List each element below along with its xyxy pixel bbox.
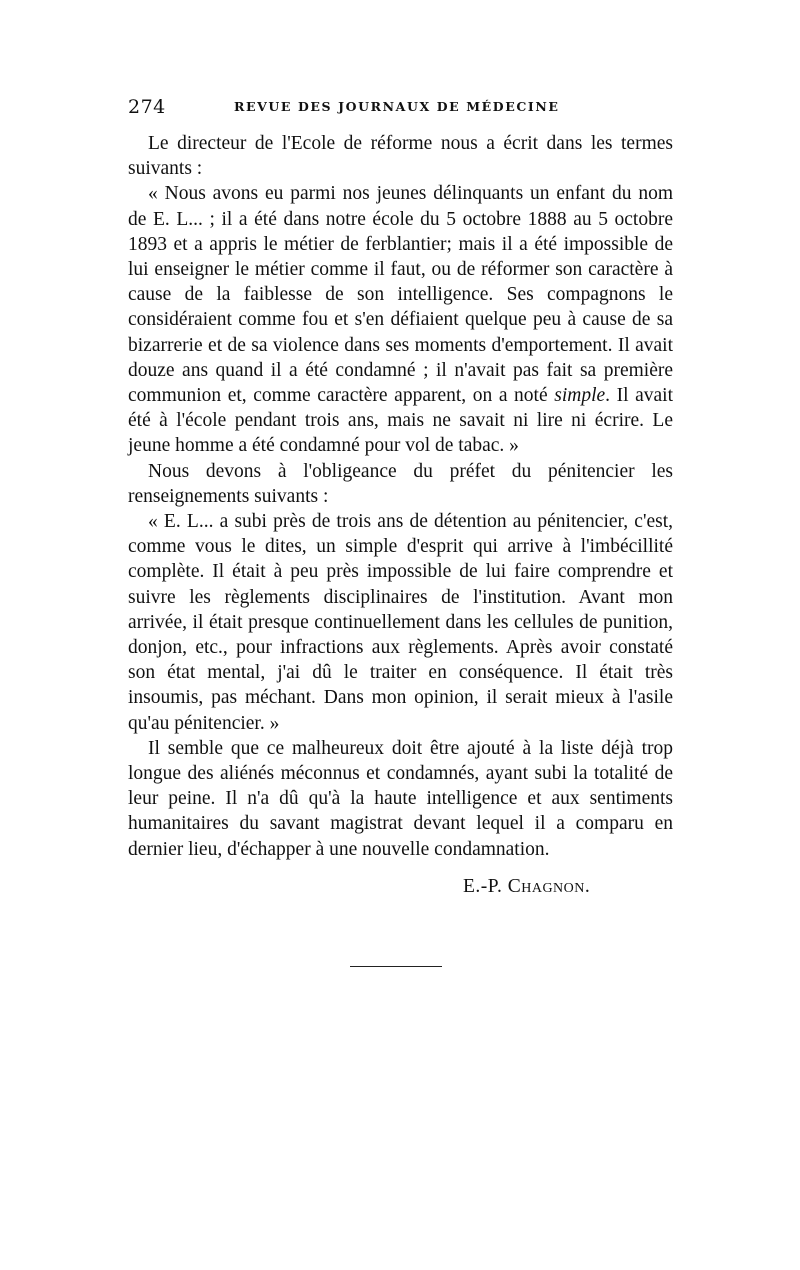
paragraph-3: Nous devons à l'obligeance du préfet du pénitencier les renseignements suivants : bbox=[128, 460, 673, 507]
article-body bbox=[128, 131, 673, 862]
paragraph-2-end: . Il avait été à l'école pendant trois ans, mais ne savait ni lire ni écrire. Le jeune homme a été condamné pour vol de tabac. » bbox=[128, 385, 674, 457]
italic-word: simple bbox=[554, 385, 606, 407]
paragraph-5: Il semble que ce malheureux doit être ajouté à la liste déjà trop longue des aliénés méconnus et condamnés, ayant subi la totalité de leur peine. Il n'a dû qu'à la haute intelligence et aux sentiments humanitaires du savant magistrat devant lequel il a comparu en dernier lieu, d'échapper à une nouvelle condamnation. bbox=[128, 737, 673, 860]
page-header bbox=[128, 96, 673, 122]
author-signature bbox=[463, 876, 590, 898]
signature-surname: Chagnon. bbox=[507, 876, 591, 897]
paragraph-4: « E. L... a subi près de trois ans de détention au pénitencier, c'est, comme vous le dites, un simple d'esprit qui arrive à l'imbécillité complète. Il était à peu près impossible de lui faire comprendre et suivre les règlements disciplinaires de l'institution. Avant mon arrivée, il était presque continuellement dans les cellules de punition, donjon, etc., pour infractions aux règlements. Après avoir constaté son état mental, j'ai dû le traiter en conséquence. Il était très insoumis, pas méchant. Dans mon opinion, il serait mieux à l'asile qu'au pénitencier. » bbox=[128, 511, 673, 734]
paragraph-2-text: « Nous avons eu parmi nos jeunes délinquants un enfant du nom de E. L... ; il a été dans notre école du 5 octobre 1888 au 5 octobre 1893 et a appris le métier de ferblantier; mais il a été impossible de lui enseigner le métier comme il faut, ou de réformer son caractère à cause de la faiblesse de son intelligence. Ses compagnons le considéraient comme fou et s'en défiaient quelque peu à cause de sa bizarrerie et de sa violence dans ses moments d'emportement. Il avait douze ans quand il a été condamné ; il n'avait pas fait sa première communion et, comme caractère apparent, on a noté bbox=[128, 183, 673, 407]
signature-initials: E.-P. bbox=[463, 876, 503, 897]
paragraph-1: Le directeur de l'Ecole de réforme nous a écrit dans les termes suivants : bbox=[128, 133, 673, 180]
section-divider bbox=[350, 966, 442, 967]
paragraph-2 bbox=[128, 181, 673, 458]
running-head: REVUE DES JOURNAUX DE MÉDECINE bbox=[234, 99, 560, 114]
page-number: 274 bbox=[128, 96, 166, 118]
